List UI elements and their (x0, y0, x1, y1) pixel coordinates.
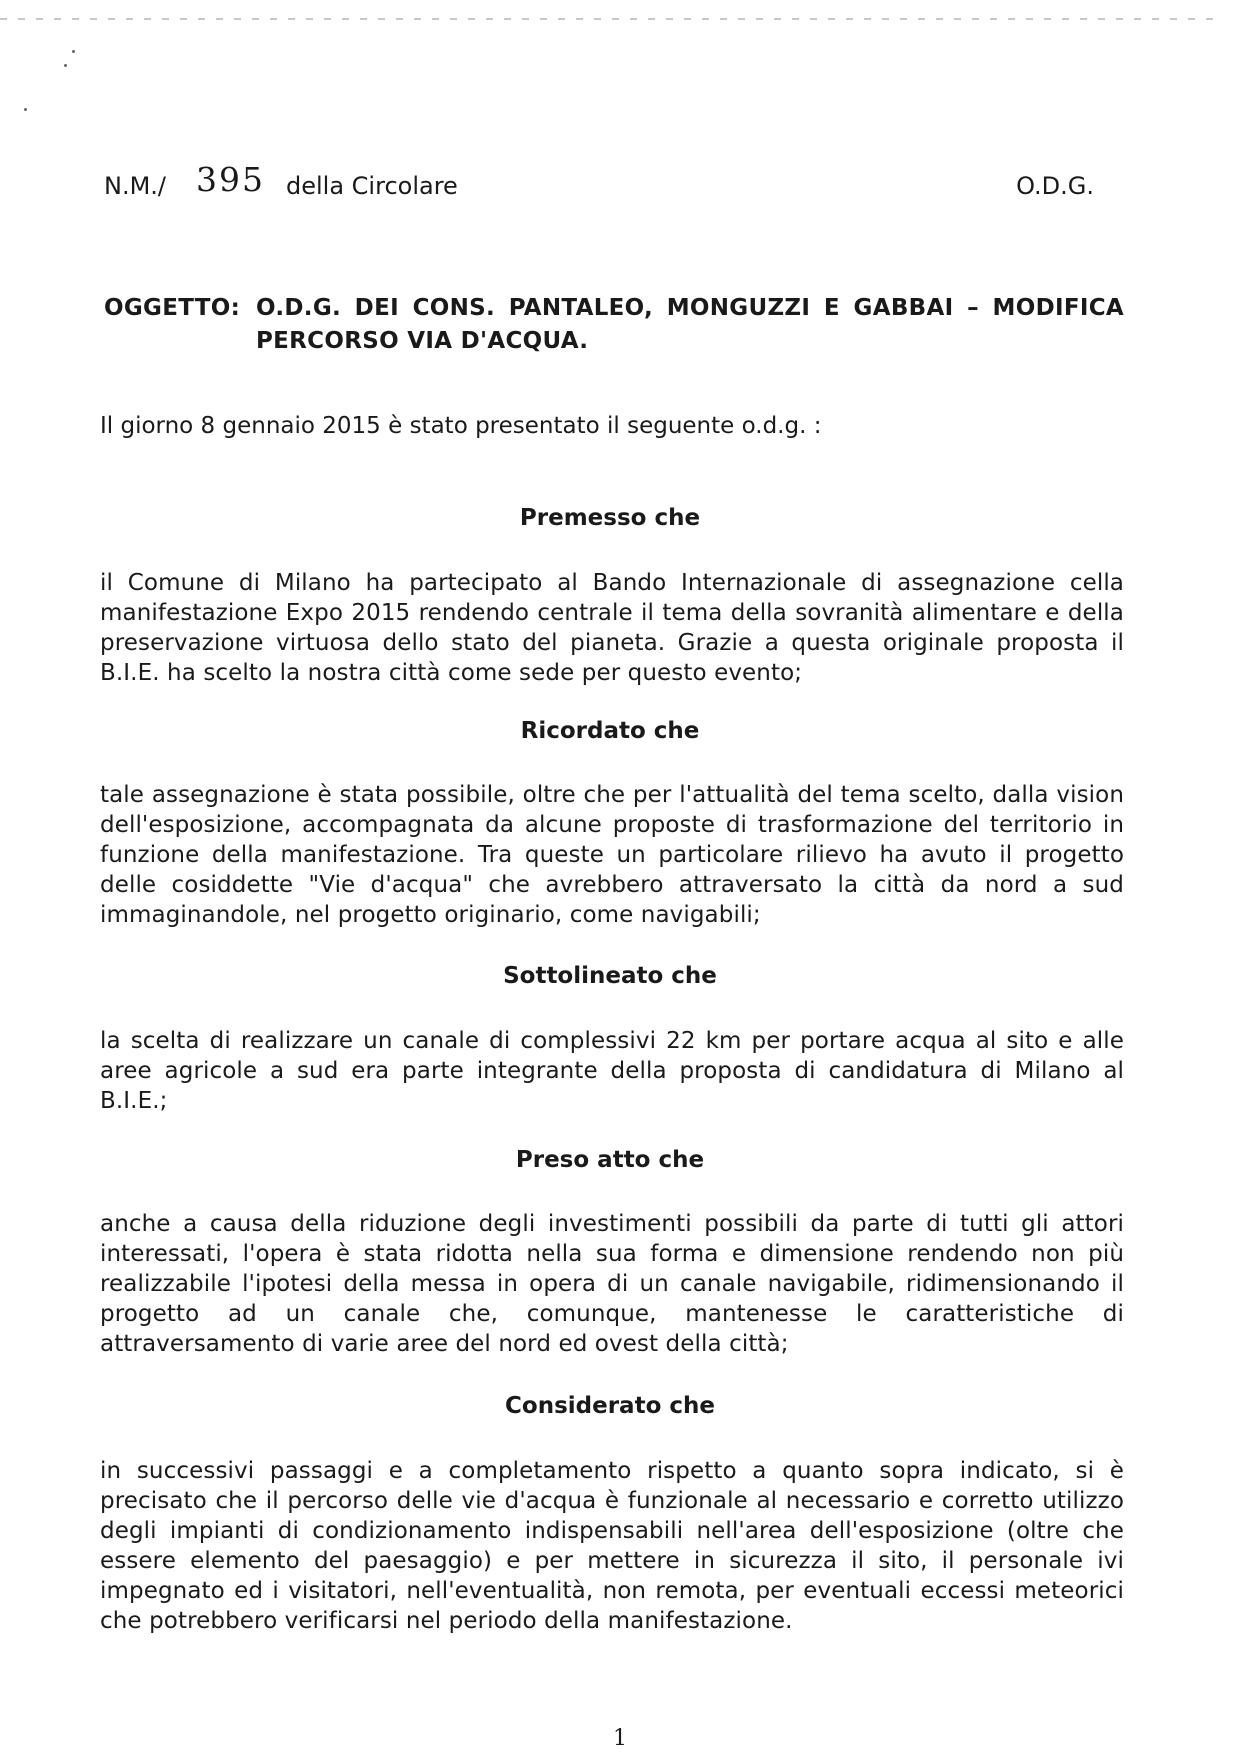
scan-speck (24, 108, 27, 111)
section-paragraph: anche a causa della riduzione degli investimenti possibili da parte di tutti gli attori interessati, l'opera è stata ridotta nella sua forma e dimensione rendendo non più realizzabile l'ipotesi della messa in opera di un canale navigabile, ridimensionando il progetto ad un canale che, comunque, mantenesse le caratteristiche di attraversamento di varie aree del nord ed ovest della città; (100, 1211, 1124, 1357)
subject-line-1: O.D.G. DEI CONS. PANTALEO, MONGUZZI E GABBAI – MODIFICA (256, 295, 1124, 321)
scan-speck (72, 50, 75, 53)
section-paragraph: il Comune di Milano ha partecipato al Bando Internazionale di assegnazione cella manifestazione Expo 2015 rendendo centrale il tema della sovranità alimentare e della preservazione virtuosa dello stato del pianeta. Grazie a questa originale proposta il B.I.E. ha scelto la nostra città come sede per questo evento; (100, 570, 1124, 686)
subject-line-2: PERCORSO VIA D'ACQUA. (256, 328, 589, 354)
section-paragraph: tale assegnazione è stata possibile, oltre che per l'attualità del tema scelto, dalla vision dell'esposizione, accompagnata da alcune proposte di trasformazione del territorio in funzione della manifestazione. Tra queste un particolare rilievo ha avuto il progetto delle cosiddette "Vie d'acqua" che avrebbero attraversato la città da nord a sud immaginandole, nel progetto originario, come navigabili; (100, 782, 1124, 928)
section-heading: Sottolineato che (503, 963, 717, 989)
scan-speck (64, 64, 67, 67)
circular-label: della Circolare (286, 172, 458, 200)
section-heading: Considerato che (505, 1393, 715, 1419)
odg-label: O.D.G. (1016, 172, 1094, 200)
intro-text: Il giorno 8 gennaio 2015 è stato presentato il seguente o.d.g. : (100, 413, 822, 439)
nm-number: 395 (196, 160, 265, 199)
subject-block (104, 292, 1134, 358)
section-heading: Premesso che (519, 505, 701, 531)
subject-label: OGGETTO: (104, 295, 241, 321)
document-header (104, 160, 1094, 204)
scan-artifact-dots (0, 18, 1220, 20)
nm-label: N.M./ (104, 172, 167, 200)
section-heading: Preso atto che (515, 1147, 705, 1173)
page-number: 1 (613, 1726, 627, 1751)
section-paragraph: in successivi passaggi e a completamento rispetto a quanto sopra indicato, si è precisato che il percorso delle vie d'acqua è funzionale al necessario e corretto utilizzo degli impianti di condizionamento indispensabili nell'area dell'esposizione (oltre che essere elemento del paesaggio) e per mettere in sicurezza il sito, il personale ivi impegnato ed i visitatori, nell'eventualità, non remota, per eventuali eccessi meteorici che potrebbero verificarsi nel periodo della manifestazione. (100, 1458, 1124, 1634)
section-heading: Ricordato che (520, 718, 700, 744)
section-paragraph: la scelta di realizzare un canale di complessivi 22 km per portare acqua al sito e alle aree agricole a sud era parte integrante della proposta di candidatura di Milano al B.I.E.; (100, 1028, 1124, 1114)
